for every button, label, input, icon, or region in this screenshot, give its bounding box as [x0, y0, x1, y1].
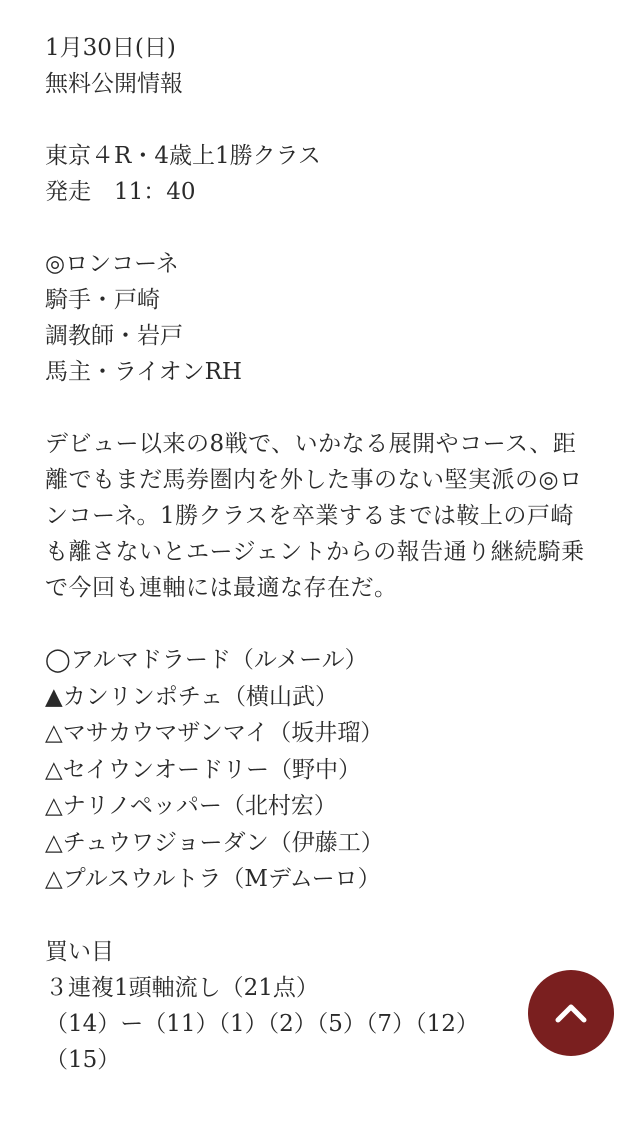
pick-item: △プルスウルトラ（Mデムーロ） [45, 866, 381, 892]
scroll-to-top-button[interactable] [528, 970, 614, 1056]
picks-list [45, 642, 605, 898]
spacer [45, 606, 605, 642]
race-start-time: 発走 11：40 [45, 179, 196, 205]
pick-item: ▲カンリンポチェ（横山武） [45, 683, 338, 710]
bet-combination: （14）ー（11）（1）（2）（5）（7）（12） [45, 1010, 479, 1037]
spacer [45, 898, 605, 934]
pick-item: △マサカウマザンマイ（坂井瑠） [45, 720, 384, 746]
article-body [45, 30, 605, 1078]
comment-line: 離でもまだ馬券圏内を外した事のない堅実派の◎ロ [45, 467, 583, 493]
pick-item: △セイウンオードリー（野中） [45, 756, 361, 783]
main-pick-trainer: 調教師・岩戸 [45, 323, 183, 349]
comment-line: で今回も連軸には最適な存在だ。 [45, 575, 398, 601]
bet-type: ３連複1頭軸流し（21点） [45, 974, 319, 1001]
pick-item: △ナリノペッパー（北村宏） [45, 793, 337, 819]
comment-line: も離さないとエージェントからの報告通り継続騎乗 [45, 539, 585, 565]
pick-item: ◯アルマドラード（ルメール） [45, 647, 368, 673]
main-pick-jockey: 騎手・戸崎 [45, 287, 160, 313]
spacer [45, 210, 605, 246]
main-pick-owner: 馬主・ライオンRH [45, 359, 242, 385]
date-text: 1月30日(日) [45, 35, 176, 61]
comment-line: ンコーネ。1勝クラスを卒業するまでは鞍上の戸崎 [45, 503, 574, 529]
chevron-up-icon [554, 1002, 588, 1024]
spacer [45, 390, 605, 426]
spacer [45, 102, 605, 138]
main-pick-horse: ◎ロンコーネ [45, 251, 179, 277]
comment-paragraph [45, 426, 605, 606]
bet-combination: （15） [45, 1046, 121, 1073]
bet-title: 買い目 [45, 938, 114, 965]
free-info-label: 無料公開情報 [45, 71, 183, 97]
pick-item: △チュウワジョーダン（伊藤工） [45, 829, 384, 856]
race-name: 東京４R・4歳上1勝クラス [45, 143, 321, 169]
comment-line: デビュー以来の8戦で、いかなる展開やコース、距 [45, 431, 577, 457]
